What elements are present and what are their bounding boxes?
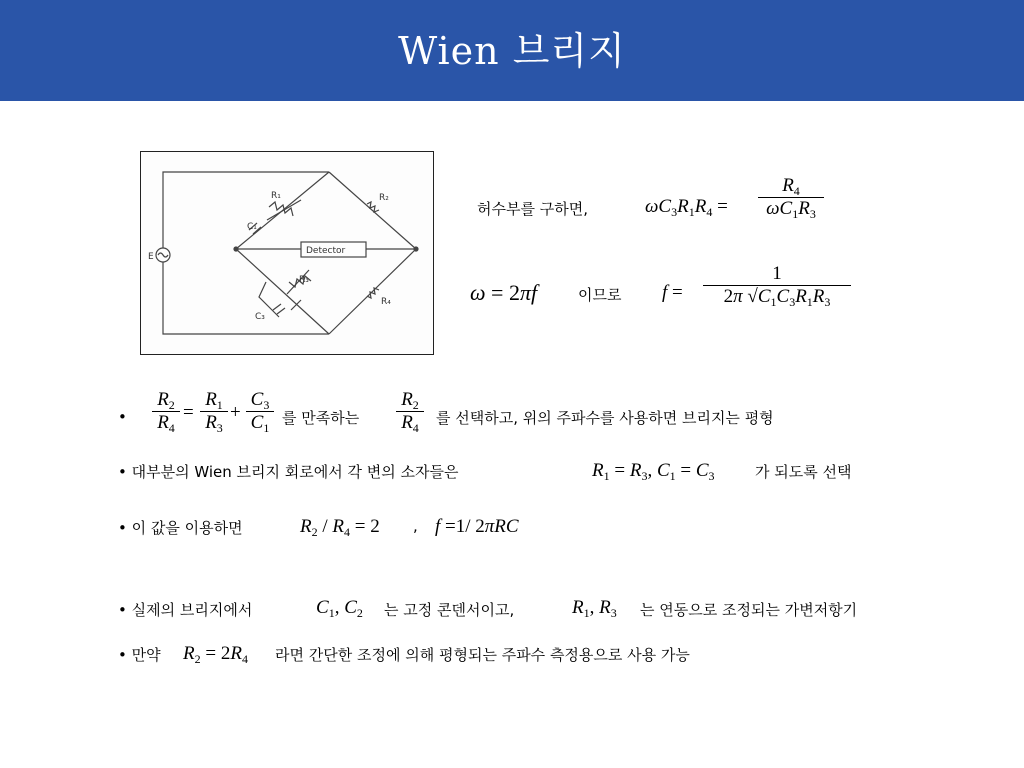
bullet-4-text: • 실제의 브리지에서 bbox=[118, 601, 253, 619]
label-detector: Detector bbox=[306, 246, 346, 256]
label-r1: R₁ bbox=[271, 191, 281, 201]
label-r2: R₂ bbox=[379, 193, 389, 203]
b1-frac-r2-r4: $R_2$ $R_4$ bbox=[152, 389, 180, 434]
eq-f-frac: 1 2π $√C_1C_3R_1R_3$ bbox=[703, 263, 851, 308]
eq-omega-c3r1r4: $\omega C_3R_1R_4$ = bbox=[645, 196, 728, 219]
circuit-svg bbox=[141, 152, 433, 354]
eq-frac-r4-over-omega-c1r3: $R_4$ $\omega C_1R_3$ bbox=[758, 175, 824, 220]
slide-title: Wien 브리지 bbox=[398, 29, 626, 73]
bullet-3-comma: , bbox=[413, 517, 418, 535]
label-r4: R₄ bbox=[381, 297, 391, 307]
label-source: E bbox=[148, 252, 154, 262]
b5-eq: $R_2 = 2R_4$ bbox=[183, 643, 248, 666]
eq-f-equals: f = bbox=[662, 282, 683, 303]
bullet-5-post: 라면 간단한 조정에 의해 평형되는 주파수 측정용으로 사용 가능 bbox=[275, 646, 690, 664]
bullet-4-mid: 는 고정 콘덴서이고, bbox=[384, 601, 515, 619]
wien-bridge-circuit-diagram bbox=[140, 151, 434, 355]
bullet-2-post: 가 되도록 선택 bbox=[755, 463, 852, 481]
b4-eq-c1-c2: $C_1$, $C_2$ bbox=[316, 597, 363, 620]
label-r3: R₃ bbox=[299, 275, 309, 285]
b1-frac-r1-r3: $R_1$ $R_3$ bbox=[200, 389, 228, 434]
b3-eq-f: f =1/ 2πRC bbox=[435, 516, 519, 537]
b1-frac-r2-r4-b: $R_2$ $R_4$ bbox=[396, 389, 424, 434]
omega-therefore-label: 이므로 bbox=[578, 286, 622, 304]
b1-equals: = bbox=[183, 402, 194, 423]
bullet-2-text: • 대부분의 Wien 브리지 회로에서 각 변의 소자들은 bbox=[118, 463, 459, 481]
imag-part-label: 허수부를 구하면, bbox=[477, 200, 588, 218]
b1-frac-c3-c1: $C_3$ $C_1$ bbox=[246, 389, 274, 434]
bullet-1-marker: • bbox=[118, 408, 127, 426]
b2-eq: $R_1 = R_3$, $C_1 = C_3$ bbox=[592, 460, 715, 483]
b4-eq-r1-r3: $R_1$, $R_3$ bbox=[572, 597, 617, 620]
bullet-1-text: 를 선택하고, 위의 주파수를 사용하면 브리지는 평형 bbox=[436, 409, 774, 427]
b3-eq-ratio: $R_2 / R_4 = 2$ bbox=[300, 516, 380, 539]
bullet-4-post: 는 연동으로 조정되는 가변저항기 bbox=[640, 601, 858, 619]
label-c3: C₃ bbox=[255, 312, 265, 322]
bullet-3-text: • 이 값을 이용하면 bbox=[118, 519, 243, 537]
bullet-1-mid: 를 만족하는 bbox=[282, 409, 360, 427]
eq-omega-2pif: ω = 2πf bbox=[470, 280, 538, 305]
bullet-5-text: • 만약 bbox=[118, 646, 161, 664]
label-c1: C₁ bbox=[247, 222, 257, 232]
b1-plus: + bbox=[230, 402, 241, 423]
